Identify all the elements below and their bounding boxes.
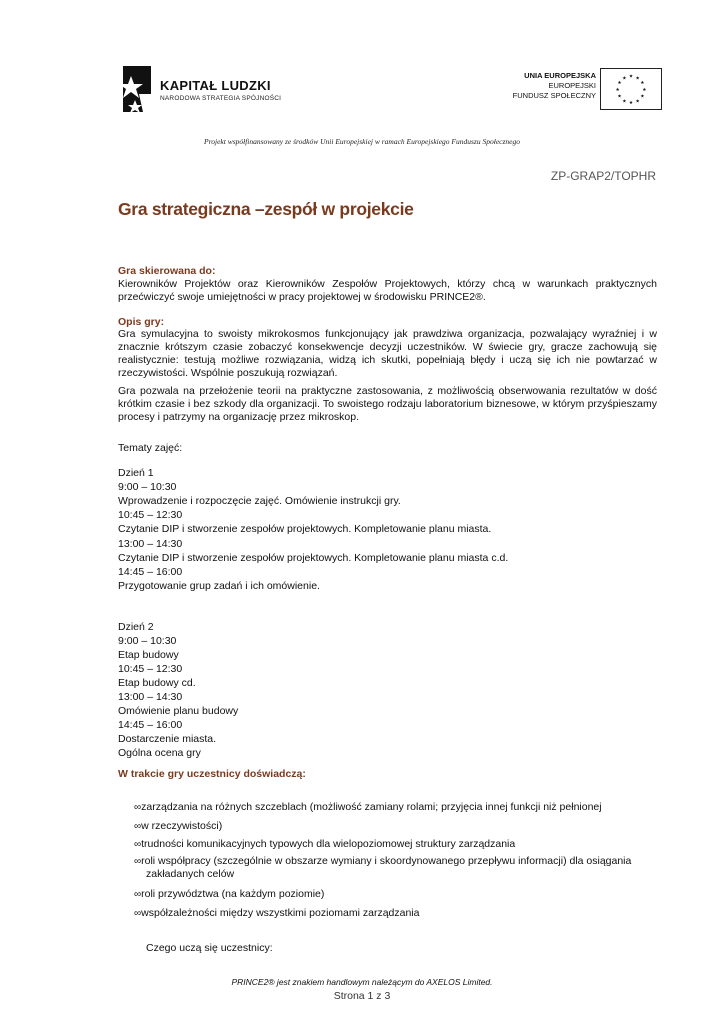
schedule-line: 14:45 – 16:00: [118, 566, 183, 578]
list-item: ∞trudności komunikacyjnych typowych dla wielopoziomowej struktury zarządzania: [134, 838, 516, 850]
svg-text:★: ★: [642, 87, 647, 93]
infinity-bullet-icon: ∞: [134, 839, 142, 850]
svg-text:★: ★: [640, 94, 645, 100]
description-heading: Opis gry:: [118, 316, 165, 328]
svg-text:★: ★: [617, 81, 622, 87]
target-heading: Gra skierowana do:: [118, 265, 216, 277]
eu-line-1: UNIA EUROPEJSKA: [524, 71, 596, 80]
svg-text:★: ★: [622, 76, 627, 82]
schedule-line: 14:45 – 16:00: [118, 719, 183, 731]
topics-label: Tematy zajęć:: [118, 442, 183, 454]
schedule-line: Ogólna ocena gry: [118, 747, 201, 759]
learn-label: Czego uczą się uczestnicy:: [146, 942, 273, 954]
svg-text:★: ★: [615, 87, 620, 93]
schedule-line: Etap budowy cd.: [118, 677, 196, 689]
schedule-line: 10:45 – 12:30: [118, 663, 183, 675]
schedule-line: 13:00 – 14:30: [118, 538, 183, 550]
document-title: Gra strategiczna –zespół w projekcie: [118, 199, 414, 219]
infinity-bullet-icon: ∞: [134, 821, 142, 832]
svg-text:★: ★: [628, 74, 634, 80]
svg-text:★: ★: [628, 101, 634, 107]
schedule-line: Omówienie planu budowy: [118, 705, 239, 717]
kapital-ludzki-star-icon: [117, 64, 155, 114]
schedule-line: 10:45 – 12:30: [118, 509, 183, 521]
infinity-bullet-icon: ∞: [134, 908, 142, 919]
trademark-note: PRINCE2® jest znakiem handlowym należącym do AXELOS Limited.: [231, 977, 493, 987]
eu-logo: [500, 68, 662, 112]
infinity-bullet-icon: ∞: [134, 856, 142, 867]
list-item: ∞współzależności między wszystkimi poziomami zarządzania: [134, 907, 420, 919]
list-item: ∞roli współpracy (szczególnie w obszarze wymiany i skoordynowanego przepływu informacji) dla osiągania zakładanych celów: [134, 855, 632, 880]
day-1-label: Dzień 1: [118, 467, 154, 479]
infinity-bullet-icon: ∞: [134, 889, 142, 900]
list-item: ∞w rzeczywistości): [134, 820, 223, 832]
svg-text:★: ★: [635, 99, 640, 105]
page-number: Strona 1 z 3: [333, 990, 391, 1002]
schedule-line: Wprowadzenie i rozpoczęcie zajęć. Omówienie instrukcji gry.: [118, 495, 401, 507]
schedule-line: Dostarczenie miasta.: [118, 733, 217, 745]
description-para-2: Gra pozwala na przełożenie teorii na praktyczne zastosowania, z możliwością obserwowania rezultatów w dość krótkim czasie i bez szkody dla organizacji. To swoistego rodzaju laboratorium biznesowe, w którym przyśpieszamy procesy i patrzymy na organizację przez mikroskop.: [118, 385, 657, 423]
description-para-1: Gra symulacyjna to swoisty mikrokosmos funkcjonujący jak prawdziwa organizacja, pozwalający wyraźniej i w znacznie krótszym czasie zobaczyć konsekwencje decyzji uczestników. W świecie gry, gracze zachowują się realistycznie: testują możliwe rozwiązania, widzą ich skutki, popełniają błędy i uczą się ich nie powtarzać w rzeczywistości. Wspólnie poszukują rozwiązań.: [118, 328, 657, 379]
list-item: ∞roli przywództwa (na każdym poziomie): [134, 888, 325, 900]
schedule-line: Etap budowy: [118, 649, 179, 661]
schedule-line: 9:00 – 10:30: [118, 481, 177, 493]
eu-line-2: EUROPEJSKI: [548, 81, 596, 90]
experience-heading: W trakcie gry uczestnicy doświadczą:: [118, 768, 306, 780]
day-2-label: Dzień 2: [118, 621, 154, 633]
svg-text:★: ★: [635, 76, 640, 82]
target-text: Kierowników Projektów oraz Kierowników Zespołów Projektowych, którzy chcą w warunkach praktycznych przećwiczyć swoje umiejętności w pracy projektowej w środowisku PRINCE2®.: [118, 278, 657, 303]
schedule-line: 9:00 – 10:30: [118, 635, 177, 647]
list-item: ∞zarządzania na różnych szczeblach (możliwość zamiany rolami; przyjęcia innej funkcji niż pełnionej: [134, 801, 602, 813]
schedule-line: Przygotowanie grup zadań i ich omówienie.: [118, 580, 320, 592]
eu-line-3: FUNDUSZ SPOŁECZNY: [512, 91, 596, 100]
document-code: ZP-GRAP2/TOPHR: [550, 169, 656, 183]
svg-text:★: ★: [622, 99, 627, 105]
kapital-ludzki-logo: [117, 64, 287, 116]
svg-text:★: ★: [640, 81, 645, 87]
infinity-bullet-icon: ∞: [134, 802, 142, 813]
kapital-ludzki-subtitle: NARODOWA STRATEGIA SPÓJNOŚCI: [160, 95, 282, 102]
kapital-ludzki-title: KAPITAŁ LUDZKI: [160, 78, 271, 93]
cofinancing-note: Projekt współfinansowany ze środków Unii Europejskiej w ramach Europejskiego Funduszu Społecznego: [204, 137, 520, 146]
schedule-line: 13:00 – 14:30: [118, 691, 183, 703]
svg-text:★: ★: [617, 94, 622, 100]
schedule-line: Czytanie DIP i stworzenie zespołów projektowych. Kompletowanie planu miasta.: [118, 523, 492, 535]
eu-logo-text: [513, 71, 596, 101]
eu-flag-icon: [600, 68, 662, 110]
schedule-line: Czytanie DIP i stworzenie zespołów projektowych. Kompletowanie planu miasta c.d.: [118, 552, 509, 564]
